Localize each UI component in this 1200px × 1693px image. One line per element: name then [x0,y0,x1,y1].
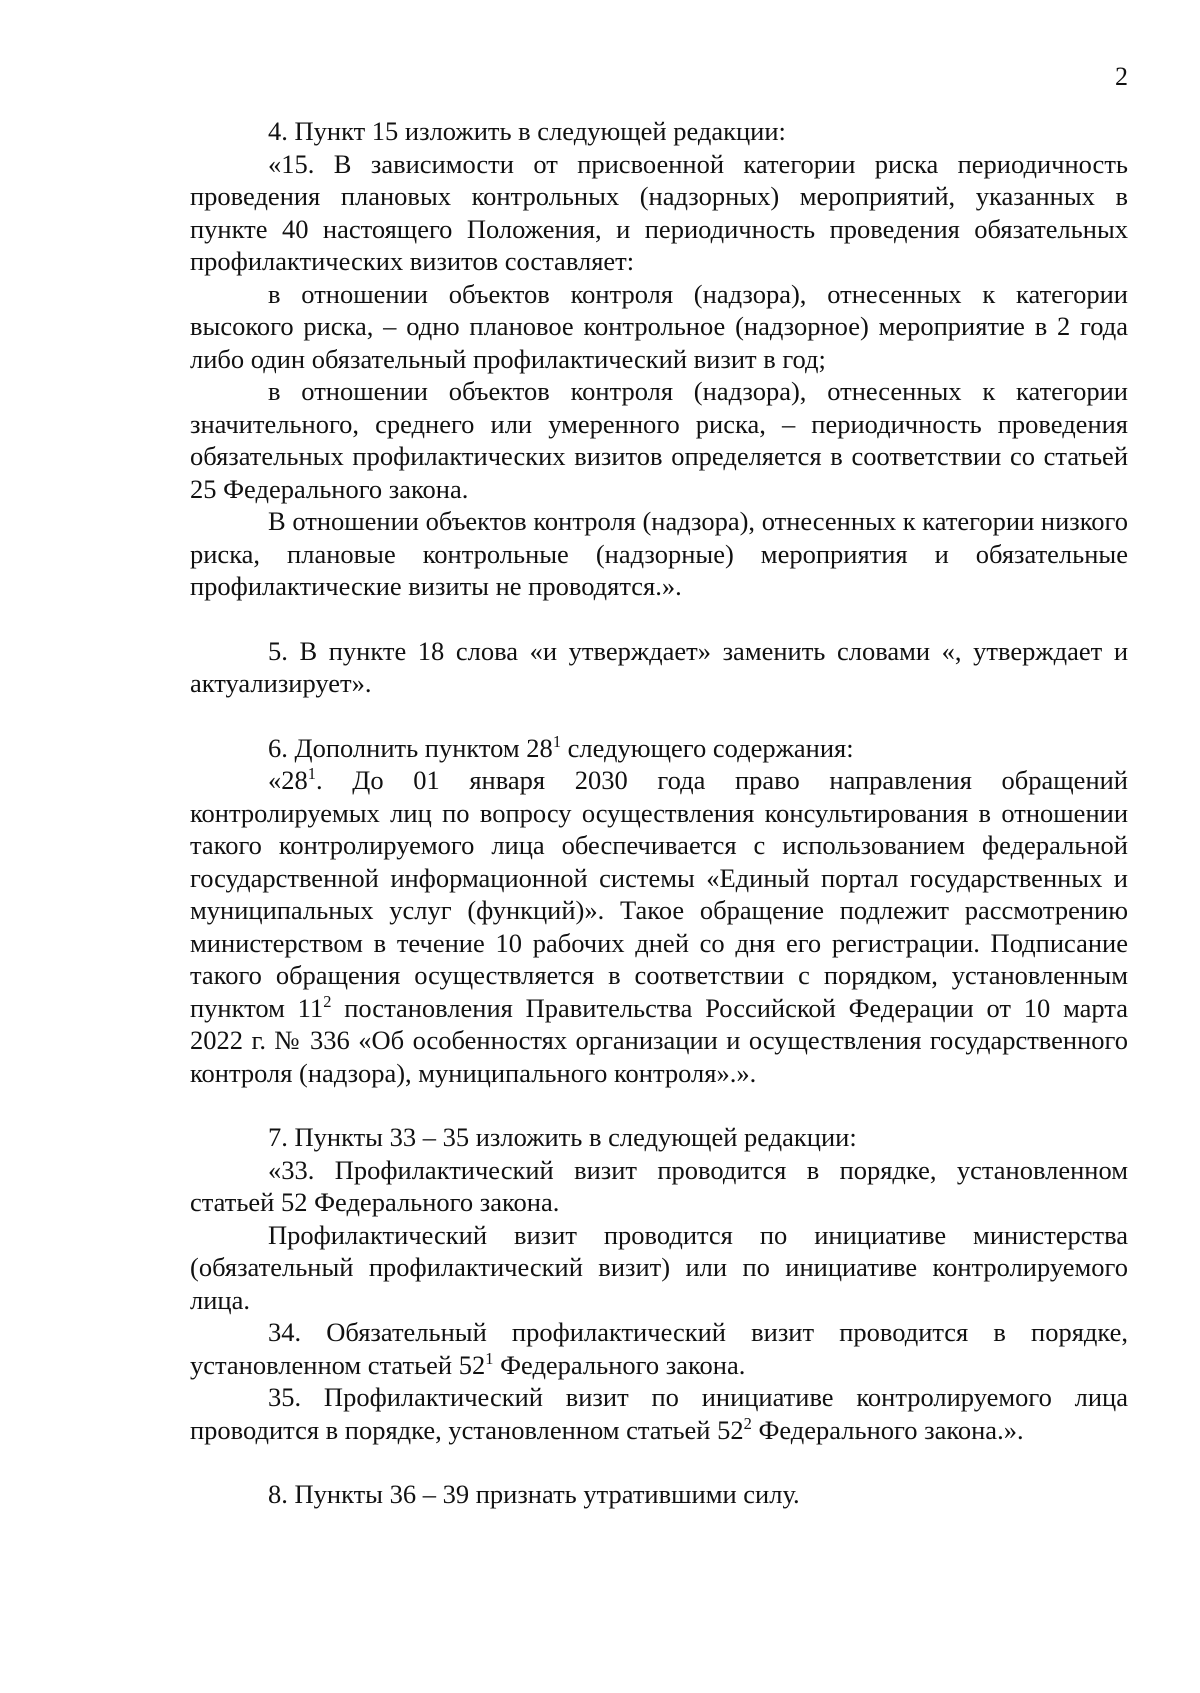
section-7-p3-end: Федерального закона. [493,1349,746,1380]
section-4-paragraph-3: в отношении объектов контроля (надзора), отнесенных к категории значительного, среднего или умеренного риска, – периодичность проведения обязательных профилактических визитов определяется в соответствии со статьей 25 Федерального закона. [190,376,1128,504]
section-6-paragraph-1 [190,764,1128,1089]
document-body [190,115,1128,1511]
section-7-paragraph-3 [190,1316,1128,1381]
section-6-p1-start: «28 [268,765,308,795]
section-7-p3-start: 34. Обязательный профилактический визит проводится в порядке, установленном статьей 52 [190,1317,1128,1380]
superscript: 1 [485,1348,494,1368]
section-6-p1-middle: . До 01 января 2030 года право направления обращений контролируемых лиц по вопросу осуществления консультирования в отношении такого контролируемого лица обеспечивается с использованием федеральной государственной информационной системы «Единый портал государственных и муниципальных услуг (функций)». Такое обращение подлежит рассмотрению министерством в течение 10 рабочих дней со дня его регистрации. Подписание такого обращения осуществляется в соответствии с порядком, установленным пунктом 11 [190,765,1128,1023]
section-4-heading: 4. Пункт 15 изложить в следующей редакции: [268,116,786,146]
section-4-paragraph-4: В отношении объектов контроля (надзора), отнесенных к категории низкого риска, плановые контрольные (надзорные) мероприятия и обязательные профилактические визиты не проводятся.». [190,506,1128,601]
section-5-text: 5. В пункте 18 слова «и утверждает» заменить словами «, утверждает и актуализирует». [190,635,1128,698]
section-6-heading-text: 6. Дополнить пунктом 28 [268,732,553,763]
page-number: 2 [1115,62,1128,91]
superscript: 1 [307,764,316,784]
section-7-paragraph-2: Профилактический визит проводится по инициативе министерства (обязательный профилактический визит) или по инициативе контролируемого лица. [190,1219,1128,1315]
section-4-paragraph-1: «15. В зависимости от присвоенной категории риска периодичность проведения плановых контрольных (надзорных) мероприятий, указанных в пункте 40 настоящего Положения, и периодичность проведения обязательных профилактических визитов составляет: [190,148,1128,276]
section-6-heading-text-end: следующего содержания: [561,732,854,763]
superscript: 2 [743,1413,752,1433]
section-7-p4-end: Федерального закона.». [751,1414,1024,1445]
section-7-paragraph-1: «33. Профилактический визит проводится в порядке, установленном статьей 52 Федерального закона. [190,1154,1128,1217]
section-7-p4-start: 35. Профилактический визит по инициативе контролируемого лица проводится в порядке, установленном статьей 52 [190,1382,1128,1445]
section-8-text: 8. Пункты 36 – 39 признать утратившими силу. [268,1479,800,1509]
section-7-paragraph-4 [190,1381,1128,1446]
superscript: 2 [323,991,332,1011]
section-6-p1-end: постановления Правительства Российской Федерации от 10 марта 2022 г. № 336 «Об особенностях организации и осуществления государственного контроля (надзора), муниципального контроля».». [190,992,1128,1088]
superscript: 1 [552,731,562,751]
section-4-paragraph-2: в отношении объектов контроля (надзора), отнесенных к категории высокого риска, – одно плановое контрольное (надзорное) мероприятие в 2 года либо один обязательный профилактический визит в год; [190,278,1128,374]
section-7-heading: 7. Пункты 33 – 35 изложить в следующей редакции: [268,1122,857,1152]
section-6-heading [190,732,1128,765]
